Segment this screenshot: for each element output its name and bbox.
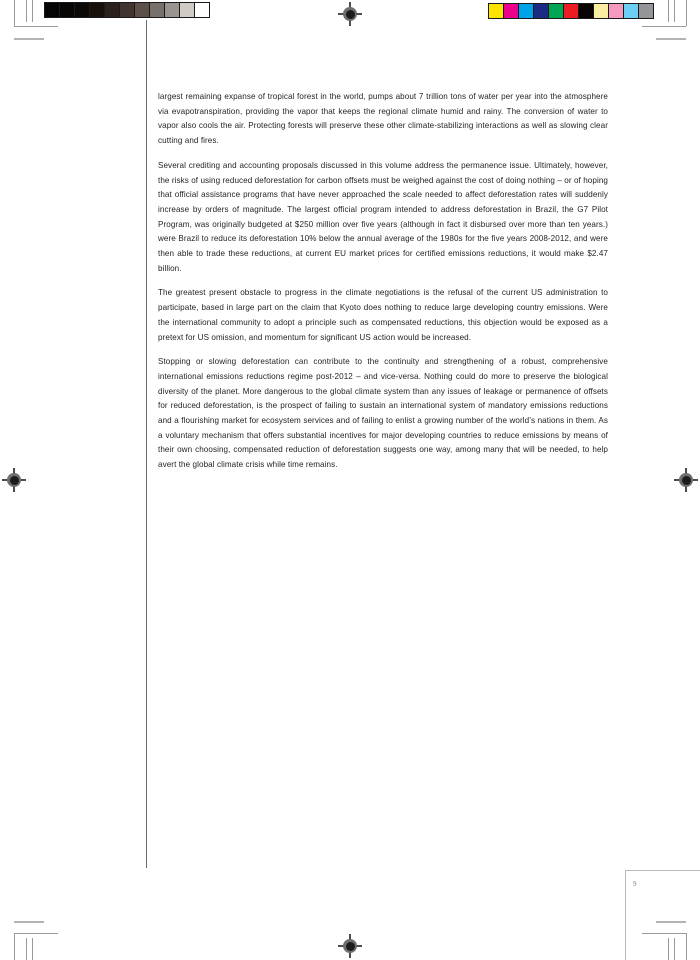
paragraph: The greatest present obstacle to progress in the climate negotiations is the refusal of the current US administration to participate, based in large part on the claim that Kyoto does nothing to reduce large developing country emissions. Were the international community to adopt a principle such as compensated reductions, this objection would be exposed as a pretext for US omission, and momentum for significant US action would be increased. [158,288,608,342]
crop-mark-bottom-left-inner-a [26,938,27,960]
grayscale-patch-9 [180,3,194,17]
paragraph: Several crediting and accounting proposals discussed in this volume address the permanence issue. Ultimately, however, the risks of using reduced deforestation for carbon offsets must be weighed against the cost of doing nothing – or of hoping that official assistance programs that have never approached the scale needed to affect deforestation rates will suddenly increase by orders of magnitude. The largest official program intended to address deforestation in Brazil, the G7 Pilot Program, was originally budgeted at $250 million over five years (although in fact it disbursed over more than ten years.) were Brazil to reduce its deforestation 10% below the annual average of the 1980s for the five years 2008-2012, and were then able to trade these reductions, at current EU market prices for certified emissions reductions, it would make $2.47 billion. [158,160,608,273]
registration-crosshair-vertical [349,2,351,26]
crop-mark-bottom-left-vertical [14,933,15,960]
color-patch-2 [519,4,533,18]
registration-ring [679,473,693,487]
folio-frame [625,870,700,960]
body-text-column [158,90,608,473]
color-patch-0 [489,4,503,18]
grayscale-patch-3 [90,3,104,17]
registration-dot [346,10,355,19]
grayscale-patch-2 [75,3,89,17]
registration-crosshair-horizontal [338,13,362,15]
registration-crosshair-vertical [13,468,15,492]
color-patch-9 [624,4,638,18]
registration-target-bottom-center [338,934,362,958]
color-patch-6 [579,4,593,18]
registration-crosshair-vertical [685,468,687,492]
color-patch-8 [609,4,623,18]
color-patch-10 [639,4,653,18]
color-patch-4 [549,4,563,18]
grayscale-patch-6 [135,3,149,17]
registration-target-right-middle [674,468,698,492]
grayscale-step-wedge [44,2,210,18]
grayscale-patch-8 [165,3,179,17]
grayscale-patch-4 [105,3,119,17]
crop-mark-top-right-vertical [686,0,687,26]
grayscale-patch-10 [195,3,209,17]
crop-mark-top-right-bar [656,38,686,40]
registration-dot [346,942,355,951]
grayscale-patch-1 [60,3,74,17]
registration-target-left-middle [2,468,26,492]
grayscale-patch-5 [120,3,134,17]
gutter-rule [146,20,147,868]
crop-mark-bottom-left-horizontal [14,933,58,934]
color-patch-5 [564,4,578,18]
crop-mark-top-left-bar [14,38,44,40]
registration-crosshair-horizontal [2,479,26,481]
registration-ring [343,7,357,21]
registration-dot [10,476,19,485]
registration-ring [7,473,21,487]
crop-mark-top-right-inner-b [668,0,669,22]
crop-mark-bottom-left-inner-b [32,938,33,960]
registration-crosshair-horizontal [338,945,362,947]
registration-ring [343,939,357,953]
crop-mark-top-right-horizontal [642,26,686,27]
crop-mark-top-left-inner-a [26,0,27,22]
paragraph: Stopping or slowing deforestation can contribute to the continuity and strengthening of a robust, comprehensive international emissions reductions regime post-2012 – and vice-versa. Nothing could do more to preserve the biological diversity of the planet. More dangerous to the global climate system than any issues of leakage or permanence of offsets for reduced deforestation, is the prospect of failing to sustain an international system of mandatory emissions reductions and a flourishing market for ecosystem services and of failing to enlist a growing number of the world’s nations in them. As a voluntary mechanism that offers substantial incentives for major developing countries to reduce emissions by means of their own choosing, compensated reduction of deforestation suggests one way, among many that will be needed, to help avert the global climate crisis while time remains. [158,357,608,470]
registration-crosshair-vertical [349,934,351,958]
page-number: 9 [633,880,637,888]
color-patch-1 [504,4,518,18]
crop-mark-top-right-inner-a [674,0,675,22]
color-patch-3 [534,4,548,18]
registration-target-top-center [338,2,362,26]
grayscale-patch-7 [150,3,164,17]
paragraph: largest remaining expanse of tropical forest in the world, pumps about 7 trillion tons of water per year into the atmosphere via evapotranspiration, providing the vapor that keeps the regional climate humid and rainy. The conversion of water to vapor also cools the air. Protecting forests will preserve these other climate-stabilizing interactions as well as slowing clear cutting and fires. [158,92,608,146]
crop-mark-top-left-vertical [14,0,15,26]
registration-crosshair-horizontal [674,479,698,481]
crop-mark-top-left-horizontal [14,26,58,27]
color-patch-7 [594,4,608,18]
process-color-control-bar [488,3,654,19]
grayscale-patch-0 [45,3,59,17]
registration-dot [682,476,691,485]
crop-mark-bottom-left-bar [14,921,44,923]
crop-mark-top-left-inner-b [32,0,33,22]
